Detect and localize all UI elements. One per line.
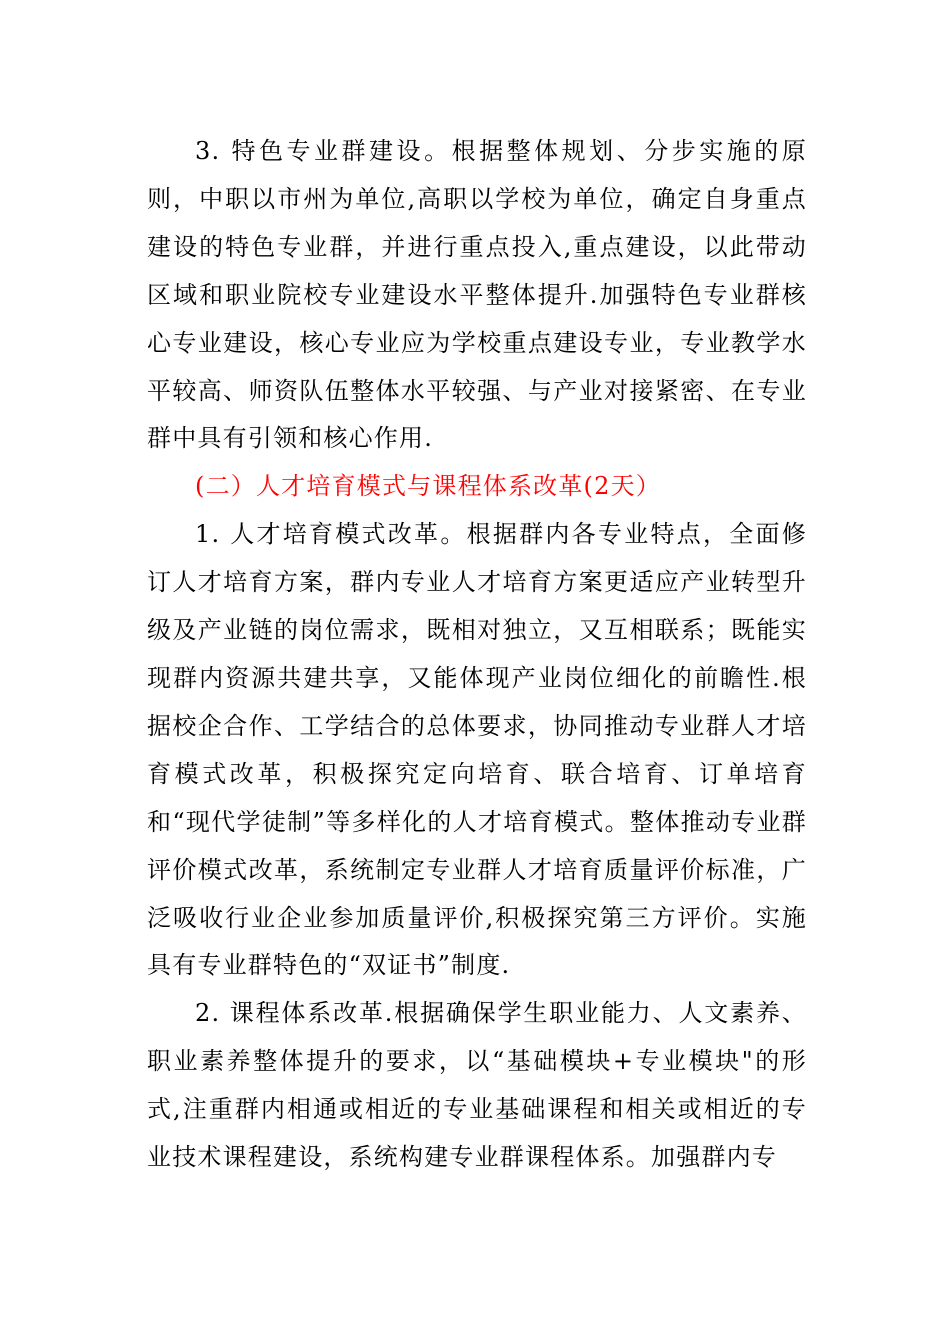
paragraph-specialty-group-construction: 3. 特色专业群建设。根据整体规划、分步实施的原则，中职以市州为单位,高职以学校为单位，确定自身重点建设的特色专业群，并进行重点投入,重点建设，以此带动区域和职业院校专业建设水平整体提升.加强特色专业群核心专业建设，核心专业应为学校重点建设专业，专业教学水平较高、师资队伍整体水平较强、与产业对接紧密、在专业群中具有引领和核心作用.: [147, 137, 807, 453]
paragraph-curriculum-system-reform: 2. 课程体系改革.根据确保学生职业能力、人文素养、职业素养整体提升的要求，以“基础模块+专业模块"的形式,注重群内相通或相近的专业基础课程和相关或相近的专业技术课程建设，系统构建专业群课程体系。加强群内专: [147, 999, 807, 1172]
document-page: [147, 128, 807, 1182]
paragraph-talent-training-model-reform: 1. 人才培育模式改革。根据群内各专业特点，全面修订人才培育方案，群内专业人才培育方案更适应产业转型升级及产业链的岗位需求，既相对独立，又互相联系；既能实现群内资源共建共享，又能体现产业岗位细化的前瞻性.根据校企合作、工学结合的总体要求，协同推动专业群人才培育模式改革，积极探究定向培育、联合培育、订单培育和“现代学徒制”等多样化的人才培育模式。整体推动专业群评价模式改革，系统制定专业群人才培育质量评价标准，广泛吸收行业企业参加质量评价,积极探究第三方评价。实施具有专业群特色的“双证书”制度.: [147, 520, 807, 980]
section-heading-talent-training-reform: (二）人才培育模式与课程体系改革(2天）: [195, 472, 661, 501]
